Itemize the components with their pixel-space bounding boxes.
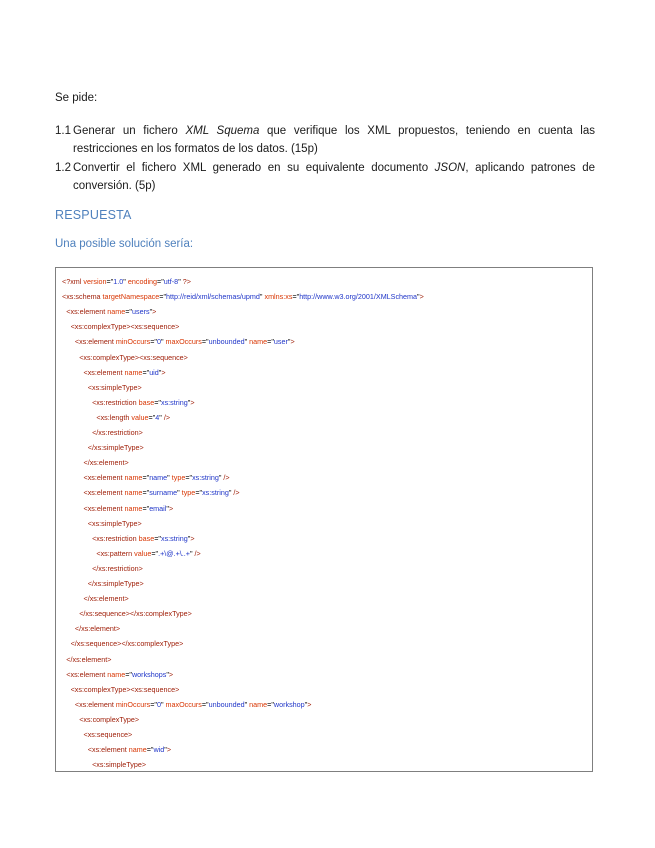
- requirement-text: [73, 122, 595, 158]
- code-token: =": [154, 533, 161, 543]
- code-token: <xs:pattern: [96, 548, 135, 558]
- code-token: ": [287, 337, 291, 347]
- intro-text: Se pide:: [55, 92, 98, 104]
- code-token: >: [168, 669, 174, 679]
- code-token: =": [159, 292, 167, 302]
- code-token: <xs:element: [83, 367, 125, 377]
- code-line: [75, 334, 295, 349]
- code-token: ": [178, 277, 181, 286]
- code-token: <xs:restriction: [92, 397, 139, 407]
- code-token: <xs:complexType><xs:sequence>: [70, 684, 180, 694]
- code-token: utf-8: [163, 277, 179, 286]
- code-token: name: [124, 367, 143, 377]
- requirement-text: [73, 159, 595, 195]
- code-token: </xs:restriction>: [92, 563, 143, 573]
- code-token: =": [154, 397, 161, 407]
- code-token: =": [267, 699, 274, 709]
- code-token: =": [125, 307, 132, 317]
- code-token: =": [142, 488, 150, 498]
- code-token: <xs:sequence>: [83, 730, 133, 739]
- code-token: workshops: [131, 669, 167, 679]
- code-token: xs:string: [192, 473, 219, 483]
- code-token: =": [267, 337, 274, 347]
- code-token: name: [128, 745, 147, 755]
- code-token: =": [150, 337, 157, 347]
- code-token: =": [142, 473, 150, 483]
- code-token: >: [166, 745, 172, 755]
- code-token: <xs:element: [83, 473, 125, 483]
- code-line: [79, 606, 192, 621]
- code-token: name: [124, 473, 143, 483]
- code-line: [62, 289, 424, 304]
- code-token: ": [160, 699, 166, 709]
- code-token: ": [187, 533, 191, 543]
- code-line: [84, 501, 174, 516]
- section-subheading: Una posible solución sería:: [55, 238, 194, 250]
- code-token: name: [249, 337, 268, 347]
- code-token: ": [228, 488, 232, 498]
- code-line: [88, 742, 171, 757]
- code-line: [66, 304, 156, 319]
- code-token: ": [177, 488, 182, 498]
- code-line: [84, 455, 129, 470]
- requirement-text-part: Convertir el fichero XML generado en su equivalente documento: [73, 162, 435, 174]
- code-token: ": [158, 367, 162, 377]
- code-token: name: [124, 488, 143, 498]
- code-token: <xs:complexType>: [79, 714, 140, 724]
- code-listing: [55, 267, 593, 772]
- code-token: >: [419, 292, 424, 302]
- code-token: <xs:element: [83, 503, 125, 513]
- code-token: <xs:complexType><xs:sequence>: [70, 322, 180, 332]
- code-line: [84, 591, 129, 606]
- code-token: .+\@.+\..+: [158, 548, 190, 558]
- code-token: base: [138, 533, 155, 543]
- code-token: ": [189, 548, 193, 558]
- code-token: value: [131, 412, 149, 422]
- code-token: wid: [153, 745, 165, 755]
- code-token: >: [152, 307, 157, 317]
- code-token: ": [187, 397, 191, 407]
- code-line: [92, 531, 194, 546]
- code-line: [96, 410, 170, 425]
- code-token: >: [168, 503, 174, 513]
- code-token: name: [149, 473, 168, 483]
- code-token: encoding: [127, 277, 158, 286]
- code-token: 4: [155, 412, 160, 422]
- code-token: =": [151, 548, 159, 558]
- code-token: >: [190, 397, 195, 407]
- code-line: [88, 576, 144, 591]
- code-token: ": [166, 503, 169, 513]
- code-line: [79, 712, 139, 727]
- code-token: </xs:simpleType>: [87, 443, 144, 453]
- code-line: [92, 395, 194, 410]
- code-token: </xs:sequence></xs:complexType>: [79, 609, 192, 619]
- code-token: type: [181, 488, 196, 498]
- code-line: [75, 621, 120, 636]
- code-token: maxOccurs: [165, 337, 202, 347]
- requirement-emphasis: JSON: [434, 162, 466, 174]
- code-token: <xs:restriction: [92, 533, 139, 543]
- code-token: ?>: [180, 277, 191, 286]
- code-token: user: [273, 337, 288, 347]
- code-line: [92, 757, 146, 772]
- code-token: name: [107, 307, 126, 317]
- code-token: <xs:element: [74, 699, 116, 709]
- code-token: surname: [149, 488, 178, 498]
- code-token: </xs:element>: [74, 624, 121, 634]
- code-line: [71, 636, 184, 651]
- code-token: workshop: [273, 699, 305, 709]
- code-token: base: [138, 397, 155, 407]
- code-token: value: [134, 548, 152, 558]
- code-token: <xs:element: [66, 307, 108, 317]
- code-line: [62, 274, 191, 289]
- code-token: </xs:simpleType>: [87, 579, 144, 588]
- code-token: />: [192, 548, 201, 558]
- code-token: =": [142, 503, 150, 513]
- code-token: =": [157, 277, 164, 286]
- code-token: ": [304, 699, 308, 709]
- code-token: 0: [156, 337, 161, 347]
- code-token: =": [148, 412, 156, 422]
- code-token: ": [417, 292, 420, 302]
- code-token: </xs:restriction>: [92, 428, 143, 437]
- requirement-number: 1.2: [55, 162, 71, 174]
- code-token: ": [123, 277, 128, 286]
- code-token: </xs:element>: [83, 458, 129, 468]
- code-token: xmlns:xs: [264, 292, 293, 302]
- code-token: type: [171, 473, 186, 483]
- code-token: <xs:length: [96, 412, 132, 422]
- section-heading: RESPUESTA: [55, 208, 132, 222]
- code-token: <xs:simpleType>: [87, 518, 142, 528]
- code-token: ": [244, 699, 250, 709]
- requirement-text-part: , aplicando patrones de conversión. (5p): [73, 162, 596, 192]
- code-token: <xs:schema: [62, 292, 103, 302]
- code-token: unbounded: [208, 337, 245, 347]
- code-token: ": [164, 745, 167, 755]
- requirement-text-part: Generar un fichero: [73, 125, 186, 137]
- code-token: xs:string: [160, 397, 188, 407]
- code-token: </xs:sequence></xs:complexType>: [70, 639, 184, 649]
- code-line: [66, 667, 173, 682]
- code-token: users: [131, 307, 150, 317]
- code-token: ": [160, 337, 166, 347]
- code-token: =": [146, 745, 154, 755]
- code-token: <?xml: [62, 277, 84, 286]
- code-line: [84, 727, 133, 742]
- code-token: targetNamespace: [102, 292, 160, 302]
- requirement-text-part: que verifique los XML propuestos, teniendo en cuenta las restricciones en los formatos de los datos. (15p): [73, 125, 595, 155]
- code-line: [79, 350, 188, 365]
- code-token: >: [307, 699, 312, 709]
- code-line: [75, 697, 312, 712]
- code-token: 1.0: [113, 277, 124, 286]
- requirement-number: 1.1: [55, 125, 71, 137]
- code-token: version: [83, 277, 107, 286]
- code-token: =": [201, 337, 209, 347]
- code-token: maxOccurs: [165, 699, 202, 709]
- code-token: />: [231, 488, 240, 498]
- code-token: =": [106, 277, 114, 286]
- code-token: <xs:element: [87, 745, 129, 755]
- code-line: [71, 682, 180, 697]
- code-token: <xs:element: [83, 488, 125, 498]
- code-token: ": [259, 292, 265, 302]
- code-token: =": [150, 699, 157, 709]
- code-token: ": [167, 473, 172, 483]
- code-token: <xs:element: [74, 337, 116, 347]
- code-token: =": [201, 699, 209, 709]
- code-token: <xs:complexType><xs:sequence>: [79, 352, 188, 362]
- code-token: =": [185, 473, 193, 483]
- code-token: minOccurs: [115, 337, 151, 347]
- code-token: minOccurs: [115, 699, 151, 709]
- code-token: ": [166, 669, 169, 679]
- code-token: <xs:simpleType>: [87, 382, 142, 392]
- code-token: ": [244, 337, 250, 347]
- code-line: [84, 365, 166, 380]
- code-line: [88, 516, 142, 531]
- code-token: uid: [149, 367, 159, 377]
- code-token: >: [161, 367, 166, 377]
- code-token: ": [149, 307, 153, 317]
- code-token: name: [249, 699, 268, 709]
- code-line: [92, 425, 143, 440]
- code-token: </xs:element>: [66, 654, 112, 664]
- code-token: ": [159, 412, 162, 422]
- code-token: =": [125, 669, 132, 679]
- code-token: <xs:simpleType>: [92, 760, 147, 770]
- code-token: http://reid/xml/schemas/upmd: [166, 292, 260, 302]
- code-token: name: [107, 669, 126, 679]
- code-line: [88, 440, 144, 455]
- code-token: </xs:element>: [83, 594, 129, 604]
- code-token: >: [290, 337, 295, 347]
- code-token: />: [221, 473, 230, 483]
- code-line: [84, 470, 230, 485]
- code-token: >: [190, 533, 195, 543]
- code-token: xs:string: [160, 533, 188, 543]
- code-line: [66, 652, 111, 667]
- code-line: [88, 380, 142, 395]
- requirement-emphasis: XML Squema: [185, 125, 260, 137]
- requirement-item: [55, 122, 595, 158]
- code-token: http://www.w3.org/2001/XMLSchema: [299, 292, 418, 302]
- code-line: [92, 561, 143, 576]
- code-line: [84, 485, 240, 500]
- code-line: [71, 319, 180, 334]
- code-line: [96, 546, 200, 561]
- code-token: =": [292, 292, 300, 302]
- code-token: =": [195, 488, 203, 498]
- code-token: =": [142, 367, 150, 377]
- code-token: />: [161, 412, 171, 422]
- code-token: <xs:element: [66, 669, 108, 679]
- requirement-item: [55, 159, 595, 195]
- code-token: email: [149, 503, 167, 513]
- code-token: 0: [156, 699, 161, 709]
- code-token: ": [218, 473, 222, 483]
- code-token: unbounded: [208, 699, 245, 709]
- code-token: xs:string: [202, 488, 229, 498]
- code-token: name: [124, 503, 143, 513]
